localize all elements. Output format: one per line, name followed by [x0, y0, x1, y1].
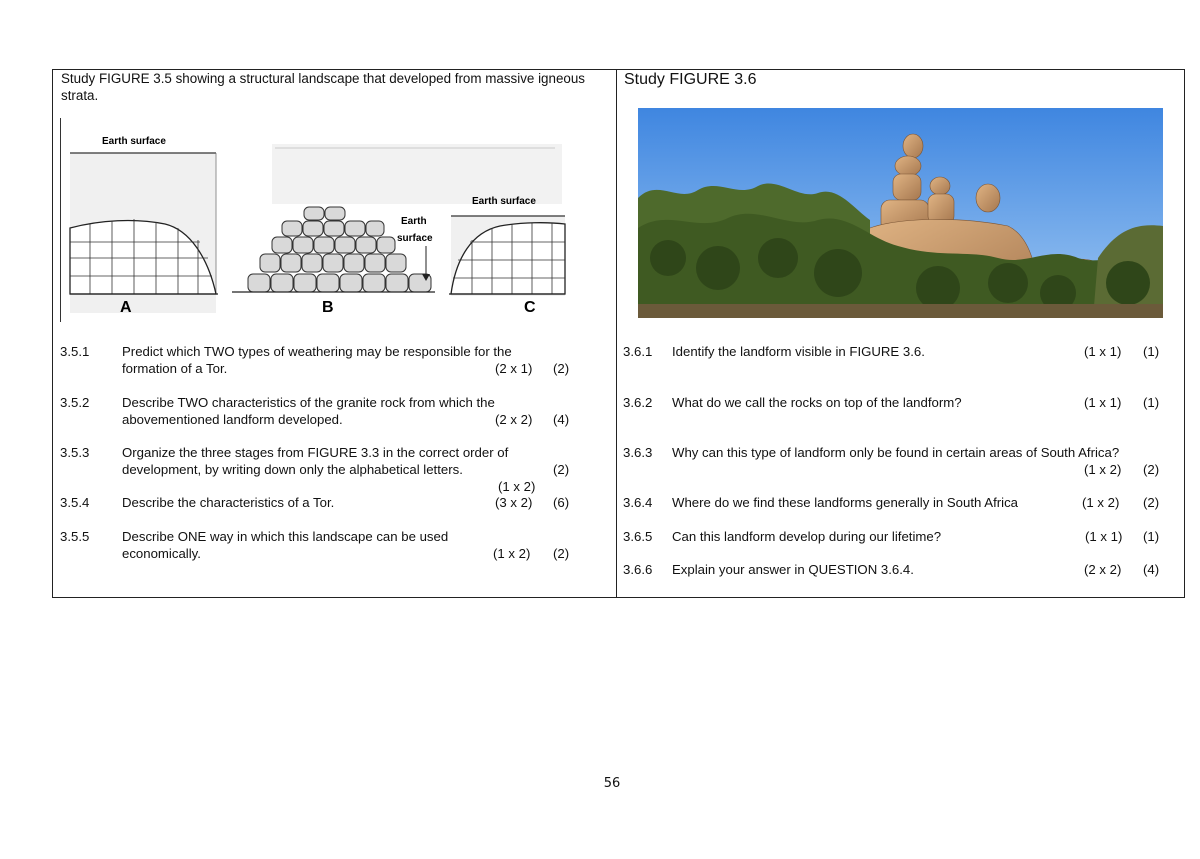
question-number: 3.5.3	[60, 445, 90, 460]
mark-allocation: (2 x 2)	[495, 412, 533, 427]
question-number: 3.6.4	[623, 495, 653, 510]
mark-allocation: (2 x 1)	[495, 361, 533, 376]
question-text: Predict which TWO types of weathering may be responsible for the formation of a Tor.	[122, 344, 512, 376]
question-text: Organize the three stages from FIGURE 3.3 in the correct order of development, by writing down only the alphabetical letters.	[122, 445, 509, 477]
panel-label-b: B	[322, 299, 334, 316]
question-number: 3.6.5	[623, 529, 653, 544]
label-surface: surface	[397, 233, 433, 244]
mark-allocation: (1 x 2)	[1082, 495, 1120, 510]
figure-3-6-photo	[638, 108, 1163, 318]
right-intro: Study FIGURE 3.6	[624, 71, 757, 88]
question-text: Describe the characteristics of a Tor.	[122, 495, 335, 510]
mark-allocation: (1 x 2)	[498, 479, 536, 494]
question-text: Can this landform develop during our lifetime?	[672, 529, 942, 544]
column-divider	[616, 69, 617, 598]
mark-allocation: (3 x 2)	[495, 495, 533, 510]
mark-total: (2)	[553, 462, 570, 477]
mark-total: (6)	[553, 495, 570, 510]
question-number: 3.5.4	[60, 495, 90, 510]
question-text: Explain your answer in QUESTION 3.6.4.	[672, 562, 914, 577]
question-text: Identify the landform visible in FIGURE 3.6.	[672, 344, 925, 359]
mark-allocation: (1 x 1)	[1084, 344, 1122, 359]
question-number: 3.6.1	[623, 344, 653, 359]
question-number: 3.5.1	[60, 344, 90, 359]
mark-total: (2)	[1143, 462, 1160, 477]
mark-total: (1)	[1143, 344, 1160, 359]
mark-allocation: (1 x 2)	[493, 546, 531, 561]
mark-allocation: (2 x 2)	[1084, 562, 1122, 577]
question-number: 3.5.5	[60, 529, 90, 544]
mark-total: (4)	[553, 412, 570, 427]
question-text: Describe TWO characteristics of the granite rock from which the abovementioned landform developed.	[122, 395, 495, 427]
label-earth-surface-c: Earth surface	[472, 196, 536, 207]
question-number: 3.6.2	[623, 395, 653, 410]
question-text: Why can this type of landform only be found in certain areas of South Africa?	[672, 445, 1120, 460]
mark-total: (1)	[1143, 529, 1160, 544]
mark-total: (1)	[1143, 395, 1160, 410]
question-number: 3.5.2	[60, 395, 90, 410]
mark-allocation: (1 x 1)	[1084, 395, 1122, 410]
panel-label-c: C	[524, 299, 536, 316]
mark-total: (2)	[553, 546, 570, 561]
mark-total: (4)	[1143, 562, 1160, 577]
left-intro: Study FIGURE 3.5 showing a structural landscape that developed from massive igneous strata.	[61, 71, 585, 103]
label-earth-surface-a: Earth surface	[102, 136, 166, 147]
mark-allocation: (1 x 2)	[1084, 462, 1122, 477]
question-text: Describe ONE way in which this landscape can be used economically.	[122, 529, 449, 561]
figure-3-5-diagram	[60, 118, 580, 322]
mark-allocation: (1 x 1)	[1085, 529, 1123, 544]
page-number: 56	[603, 776, 621, 791]
mark-total: (2)	[1143, 495, 1160, 510]
panel-label-a: A	[120, 299, 132, 316]
mark-total: (2)	[553, 361, 570, 376]
question-text: What do we call the rocks on top of the landform?	[672, 395, 962, 410]
question-number: 3.6.6	[623, 562, 653, 577]
label-earth: Earth	[401, 216, 427, 227]
question-number: 3.6.3	[623, 445, 653, 460]
question-text: Where do we find these landforms generally in South Africa	[672, 495, 1018, 510]
